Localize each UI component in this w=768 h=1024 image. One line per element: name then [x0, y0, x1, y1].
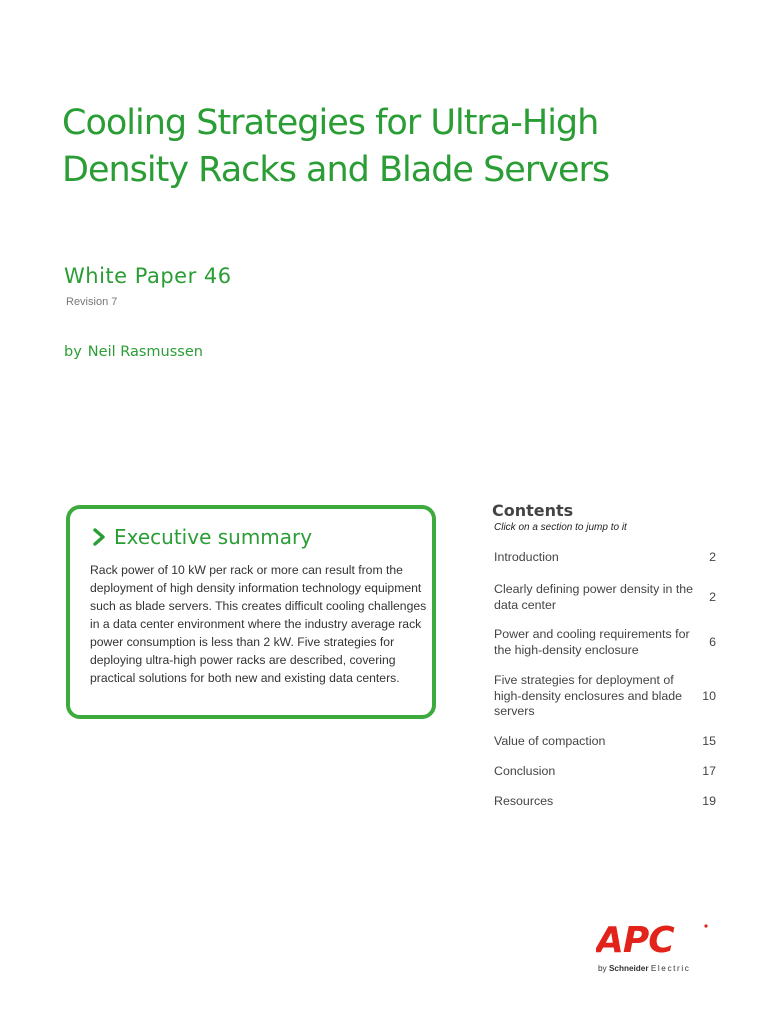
white-paper-number: White Paper 46 — [64, 264, 232, 288]
toc-item-page: 19 — [702, 794, 716, 808]
toc-item-defining-power-density[interactable] — [494, 582, 720, 613]
author-name: Neil Rasmussen — [87, 344, 203, 360]
executive-summary-text: Rack power of 10 kW per rack or more can result from the deployment of high density information technology equipment such as blade servers. This creates difficult cooling challenges in a data center environment where the industry average rack power consumption is less than 2 kW. Five strategies for deploying ultra-high power racks are described, covering practical solutions for both new and existing data centers. — [90, 563, 427, 685]
contents-heading: Contents — [492, 501, 574, 520]
executive-summary-title: Executive summary — [114, 525, 313, 549]
toc-item-page: 2 — [709, 589, 716, 604]
author-by: by — [64, 344, 82, 360]
toc-item-power-cooling-requirements[interactable] — [494, 627, 720, 658]
toc-item-five-strategies[interactable] — [494, 673, 720, 720]
title-line-2: Density Racks and Blade Servers — [62, 150, 610, 190]
toc-item-resources[interactable] — [494, 794, 720, 810]
contents-subheading: Click on a section to jump to it — [494, 522, 627, 533]
logo-company: Schneider — [608, 964, 649, 973]
toc-item-label: Clearly defining power density in the data center — [494, 582, 694, 612]
toc-item-conclusion[interactable] — [494, 764, 720, 780]
logo-company-suffix: Electric — [650, 964, 691, 973]
chevron-right-icon — [92, 527, 106, 547]
toc-item-label: Introduction — [494, 550, 559, 564]
title-line-1: Cooling Strategies for Ultra-High — [62, 103, 599, 143]
revision-label: Revision 7 — [66, 296, 118, 308]
logo-by: by — [598, 964, 607, 973]
toc-item-page: 15 — [702, 734, 716, 748]
toc-item-page: 17 — [702, 764, 716, 778]
toc-item-introduction[interactable] — [494, 550, 720, 566]
executive-summary-box — [66, 505, 436, 719]
toc-item-page: 2 — [709, 550, 716, 564]
apc-logo-wordmark: APC — [596, 920, 674, 961]
toc-item-page: 10 — [702, 688, 716, 703]
toc-item-page: 6 — [709, 634, 716, 649]
toc-item-label: Five strategies for deployment of high-density enclosures and blade servers — [494, 673, 683, 718]
registered-mark-icon — [704, 924, 707, 927]
document-title — [62, 100, 722, 194]
logo-tagline — [598, 964, 690, 973]
toc-item-label: Resources — [494, 794, 554, 808]
toc-item-label: Power and cooling requirements for the high-density enclosure — [494, 627, 690, 657]
toc-item-value-of-compaction[interactable] — [494, 734, 720, 750]
toc-item-label: Value of compaction — [494, 734, 606, 748]
author-line — [64, 344, 203, 360]
toc-item-label: Conclusion — [494, 764, 556, 778]
executive-summary-heading — [92, 525, 312, 549]
